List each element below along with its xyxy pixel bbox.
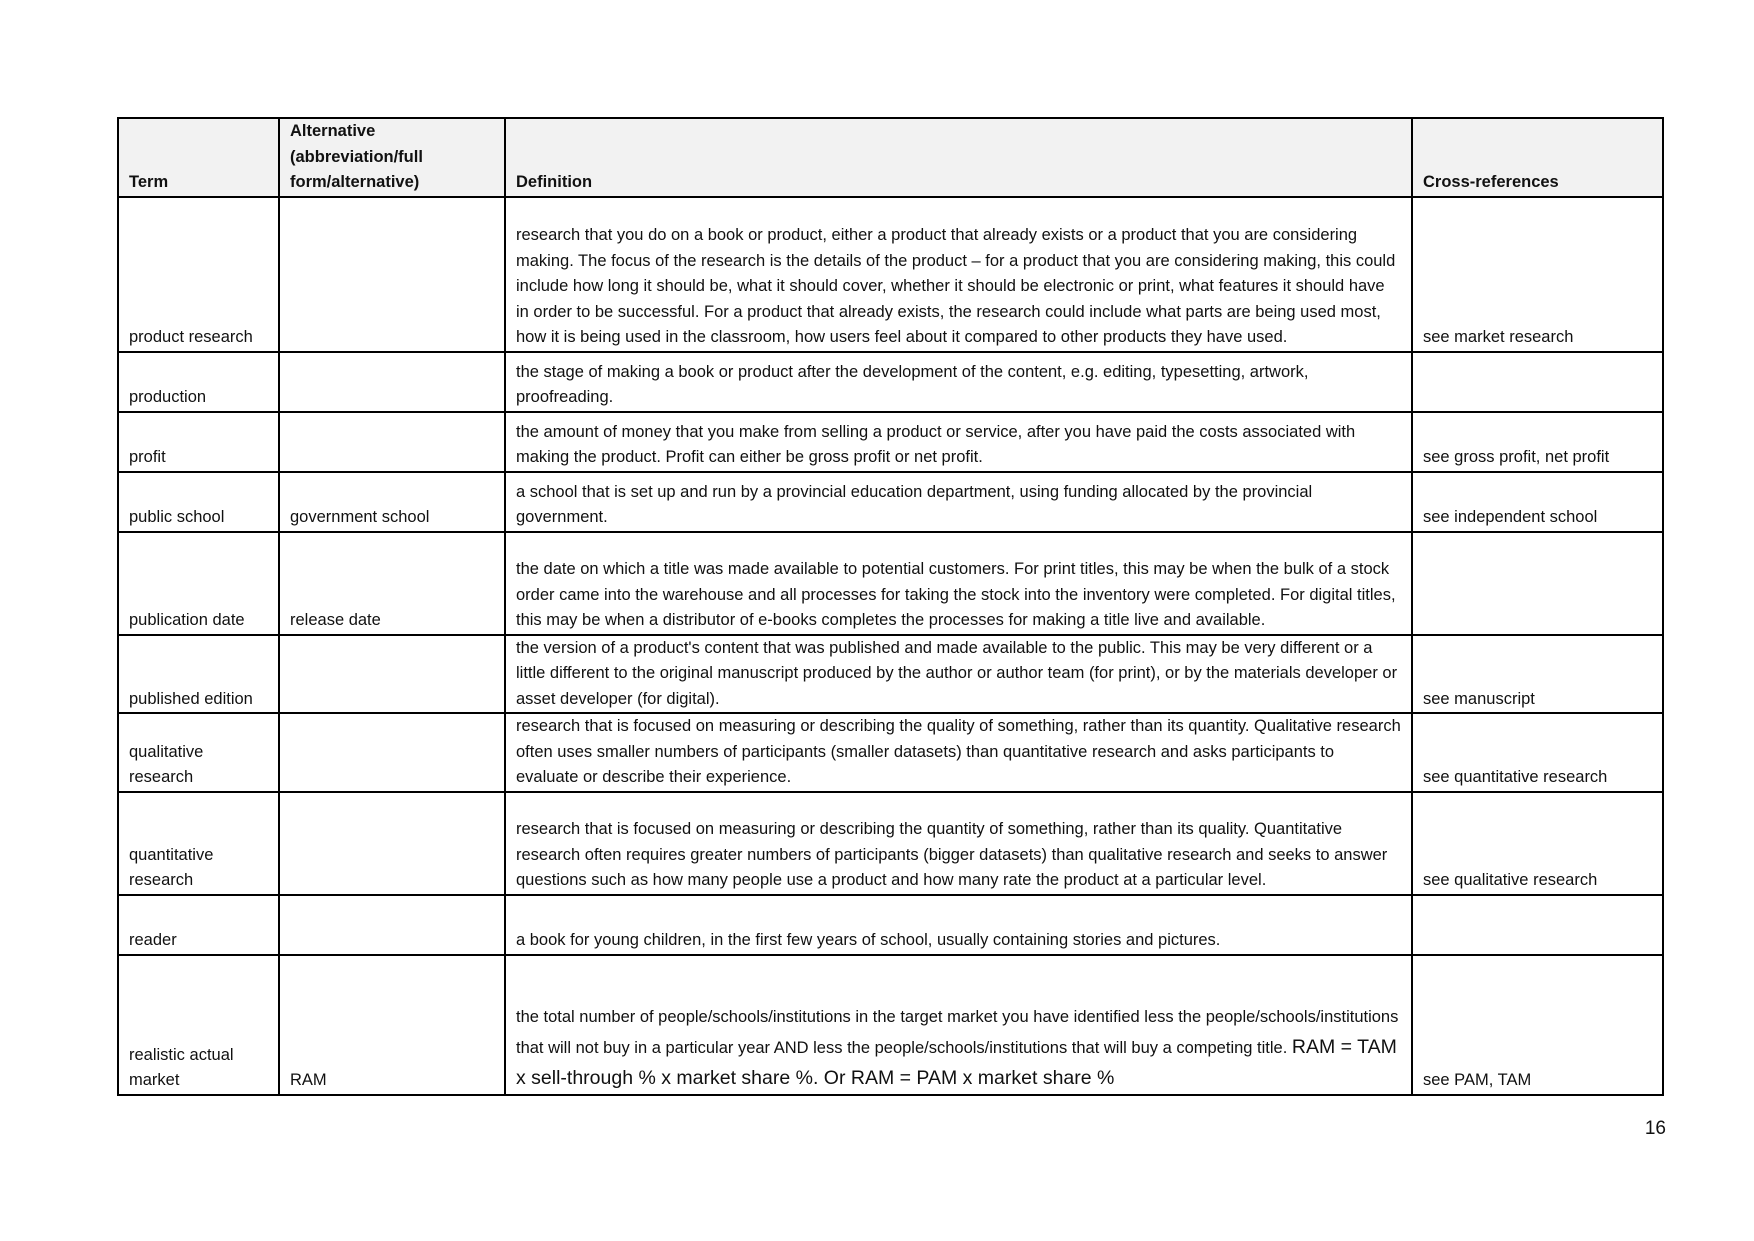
page-number: 16 <box>1644 1118 1666 1139</box>
alternative-cell: government school <box>279 472 505 532</box>
table-row <box>118 635 1663 714</box>
cross-reference-cell <box>1412 895 1663 955</box>
cross-reference-cell: see PAM, TAM <box>1412 955 1663 1095</box>
definition-cell <box>505 955 1412 1095</box>
definition-cell: research that is focused on measuring or describing the quality of something, rather than its quantity. Qualitative research often uses smaller numbers of participants (smaller datasets) than quantitative research and asks participants to evaluate or describe their experience. <box>505 713 1412 792</box>
definition-cell: a school that is set up and run by a provincial education department, using funding allocated by the provincial government. <box>505 472 1412 532</box>
cross-reference-cell <box>1412 532 1663 635</box>
table-row <box>118 197 1663 352</box>
header-alternative-line1: Alternative <box>290 122 376 140</box>
definition-cell: the stage of making a book or product after the development of the content, e.g. editing, typesetting, artwork, proofreading. <box>505 352 1412 412</box>
term-cell: public school <box>118 472 279 532</box>
alternative-cell <box>279 197 505 352</box>
header-cross-references: Cross-references <box>1412 118 1663 197</box>
alternative-cell: RAM <box>279 955 505 1095</box>
header-alternative-line3: form/alternative) <box>290 173 420 191</box>
table-row <box>118 713 1663 792</box>
cross-reference-cell: see independent school <box>1412 472 1663 532</box>
term-cell: profit <box>118 412 279 472</box>
table-row <box>118 472 1663 532</box>
header-alternative <box>279 118 505 197</box>
definition-cell: the date on which a title was made available to potential customers. For print titles, this may be when the bulk of a stock order came into the warehouse and all processes for taking the stock into the inventory were completed. For digital titles, this may be when a distributor of e-books completes the processes for making a title live and available. <box>505 532 1412 635</box>
cross-reference-cell: see gross profit, net profit <box>1412 412 1663 472</box>
table-row <box>118 532 1663 635</box>
term-cell: production <box>118 352 279 412</box>
header-definition: Definition <box>505 118 1412 197</box>
header-alternative-line2: (abbreviation/full <box>290 147 423 166</box>
term-cell: qualitative research <box>118 713 279 792</box>
header-term: Term <box>118 118 279 197</box>
term-cell: published edition <box>118 635 279 714</box>
table-row <box>118 792 1663 895</box>
definition-text: the total number of people/schools/institutions in the target market you have identified less the people/schools/institutions that will not buy in a particular year AND less the people/schools/institutions that will buy a competing title. <box>516 1007 1399 1057</box>
table-row <box>118 352 1663 412</box>
term-cell: quantitative research <box>118 792 279 895</box>
cross-reference-cell <box>1412 352 1663 412</box>
glossary-table <box>117 117 1664 1096</box>
term-cell: publication date <box>118 532 279 635</box>
cross-reference-cell: see quantitative research <box>1412 713 1663 792</box>
definition-cell: the amount of money that you make from selling a product or service, after you have paid the costs associated with making the product. Profit can either be gross profit or net profit. <box>505 412 1412 472</box>
alternative-cell <box>279 895 505 955</box>
table-row <box>118 955 1663 1095</box>
term-cell: realistic actual market <box>118 955 279 1095</box>
alternative-cell <box>279 792 505 895</box>
cross-reference-cell: see market research <box>1412 197 1663 352</box>
definition-cell: the version of a product's content that was published and made available to the public. This may be very different or a little different to the original manuscript produced by the author or author team (for print), or by the materials developer or asset developer (for digital). <box>505 635 1412 714</box>
term-cell: reader <box>118 895 279 955</box>
term-cell: product research <box>118 197 279 352</box>
header-row <box>118 118 1663 197</box>
cross-reference-cell: see manuscript <box>1412 635 1663 714</box>
definition-cell: a book for young children, in the first few years of school, usually containing stories and pictures. <box>505 895 1412 955</box>
table-row <box>118 412 1663 472</box>
alternative-cell <box>279 635 505 714</box>
definition-formula: RAM = TAM x sell-through % x market share %. Or RAM = PAM x market share % <box>516 1035 1397 1089</box>
alternative-cell: release date <box>279 532 505 635</box>
alternative-cell <box>279 412 505 472</box>
definition-cell: research that is focused on measuring or describing the quantity of something, rather than its quality. Quantitative research often requires greater numbers of participants (bigger datasets) than qualitative research and seeks to answer questions such as how many people use a product and how many rate the product at a particular level. <box>505 792 1412 895</box>
alternative-cell <box>279 713 505 792</box>
alternative-cell <box>279 352 505 412</box>
table-row <box>118 895 1663 955</box>
cross-reference-cell: see qualitative research <box>1412 792 1663 895</box>
definition-cell: research that you do on a book or product, either a product that already exists or a product that you are considering making. The focus of the research is the details of the product – for a product that you are considering making, this could include how long it should be, what it should cover, whether it should be electronic or print, what features it should have in order to be successful. For a product that already exists, the research could include what parts are being used most, how it is being used in the classroom, how users feel about it compared to other products they have used. <box>505 197 1412 352</box>
